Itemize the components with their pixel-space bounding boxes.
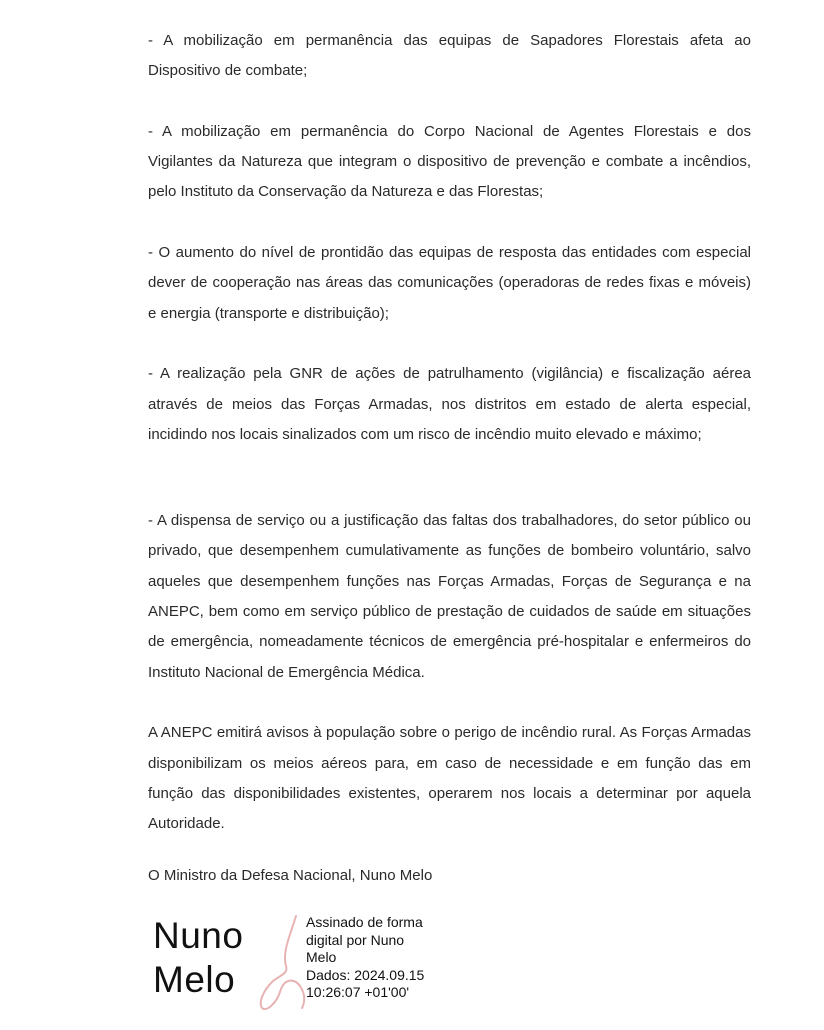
signature-details: Assinado de forma digital por Nuno Melo Dados: 2024.09.15 10:26:07 +01'00' xyxy=(306,914,425,1000)
minister-line: O Ministro da Defesa Nacional, Nuno Melo xyxy=(148,867,433,885)
paragraph-gnr-patrulhamento: - A realização pela GNR de ações de patrulhamento (vigilância) e fiscalização aérea através de meios das Forças Armadas, nos distritos em estado de alerta especial, incidindo nos locais sinalizados com um risco de incêndio muito elevado e máximo; xyxy=(148,365,751,443)
paragraph-spacer xyxy=(148,87,751,117)
signature-name xyxy=(153,914,243,1002)
digital-signature xyxy=(150,912,470,1016)
paragraph-prontidao: - O aumento do nível de prontidão das equipas de resposta das entidades com especial dever de cooperação nas áreas das comunicações (operadoras de redes fixas e móveis) e energia (transporte e distribuição); xyxy=(148,244,751,322)
signature-name-first: Nuno xyxy=(153,915,244,956)
paragraph-spacer xyxy=(148,839,751,866)
document-body xyxy=(148,26,751,886)
paragraph-dispensa-servico: - A dispensa de serviço ou a justificação das faltas dos trabalhadores, do setor público ou privado, que desempenhem cumulativamente as funções de bombeiro voluntário, salvo aqueles que desempenhem funções nas Forças Armadas, Forças de Segurança e na ANEPC, bem como em serviço público de prestação de cuidados de saúde em situações de emergência, nomeadamente técnicos de emergência pré-hospitalar e enfermeiros do Instituto Nacional de Emergência Médica. xyxy=(148,512,751,681)
paragraph-agentes-florestais: - A mobilização em permanência do Corpo Nacional de Agentes Florestais e dos Vigilantes da Natureza que integram o dispositivo de prevenção e combate a incêndios, pelo Instituto da Conservação da Natureza e das Florestas; xyxy=(148,122,751,201)
paragraph-spacer xyxy=(148,450,751,506)
paragraph-spacer xyxy=(148,329,751,359)
paragraph-sapadores: - A mobilização em permanência das equipas de Sapadores Florestais afeta ao Dispositivo de combate; xyxy=(148,32,751,80)
paragraph-spacer xyxy=(148,208,751,238)
signature-name-last: Melo xyxy=(153,959,236,1000)
paragraph-anepc-avisos: A ANEPC emitirá avisos à população sobre o perigo de incêndio rural. As Forças Armadas disponibilizam os meios aéreos para, em caso de necessidade e em função das em função das disponibilidades existentes, operarem nos locais a determinar por aquela Autoridade. xyxy=(148,724,751,833)
signature-seal-icon xyxy=(250,912,310,1016)
paragraph-spacer xyxy=(148,688,751,718)
